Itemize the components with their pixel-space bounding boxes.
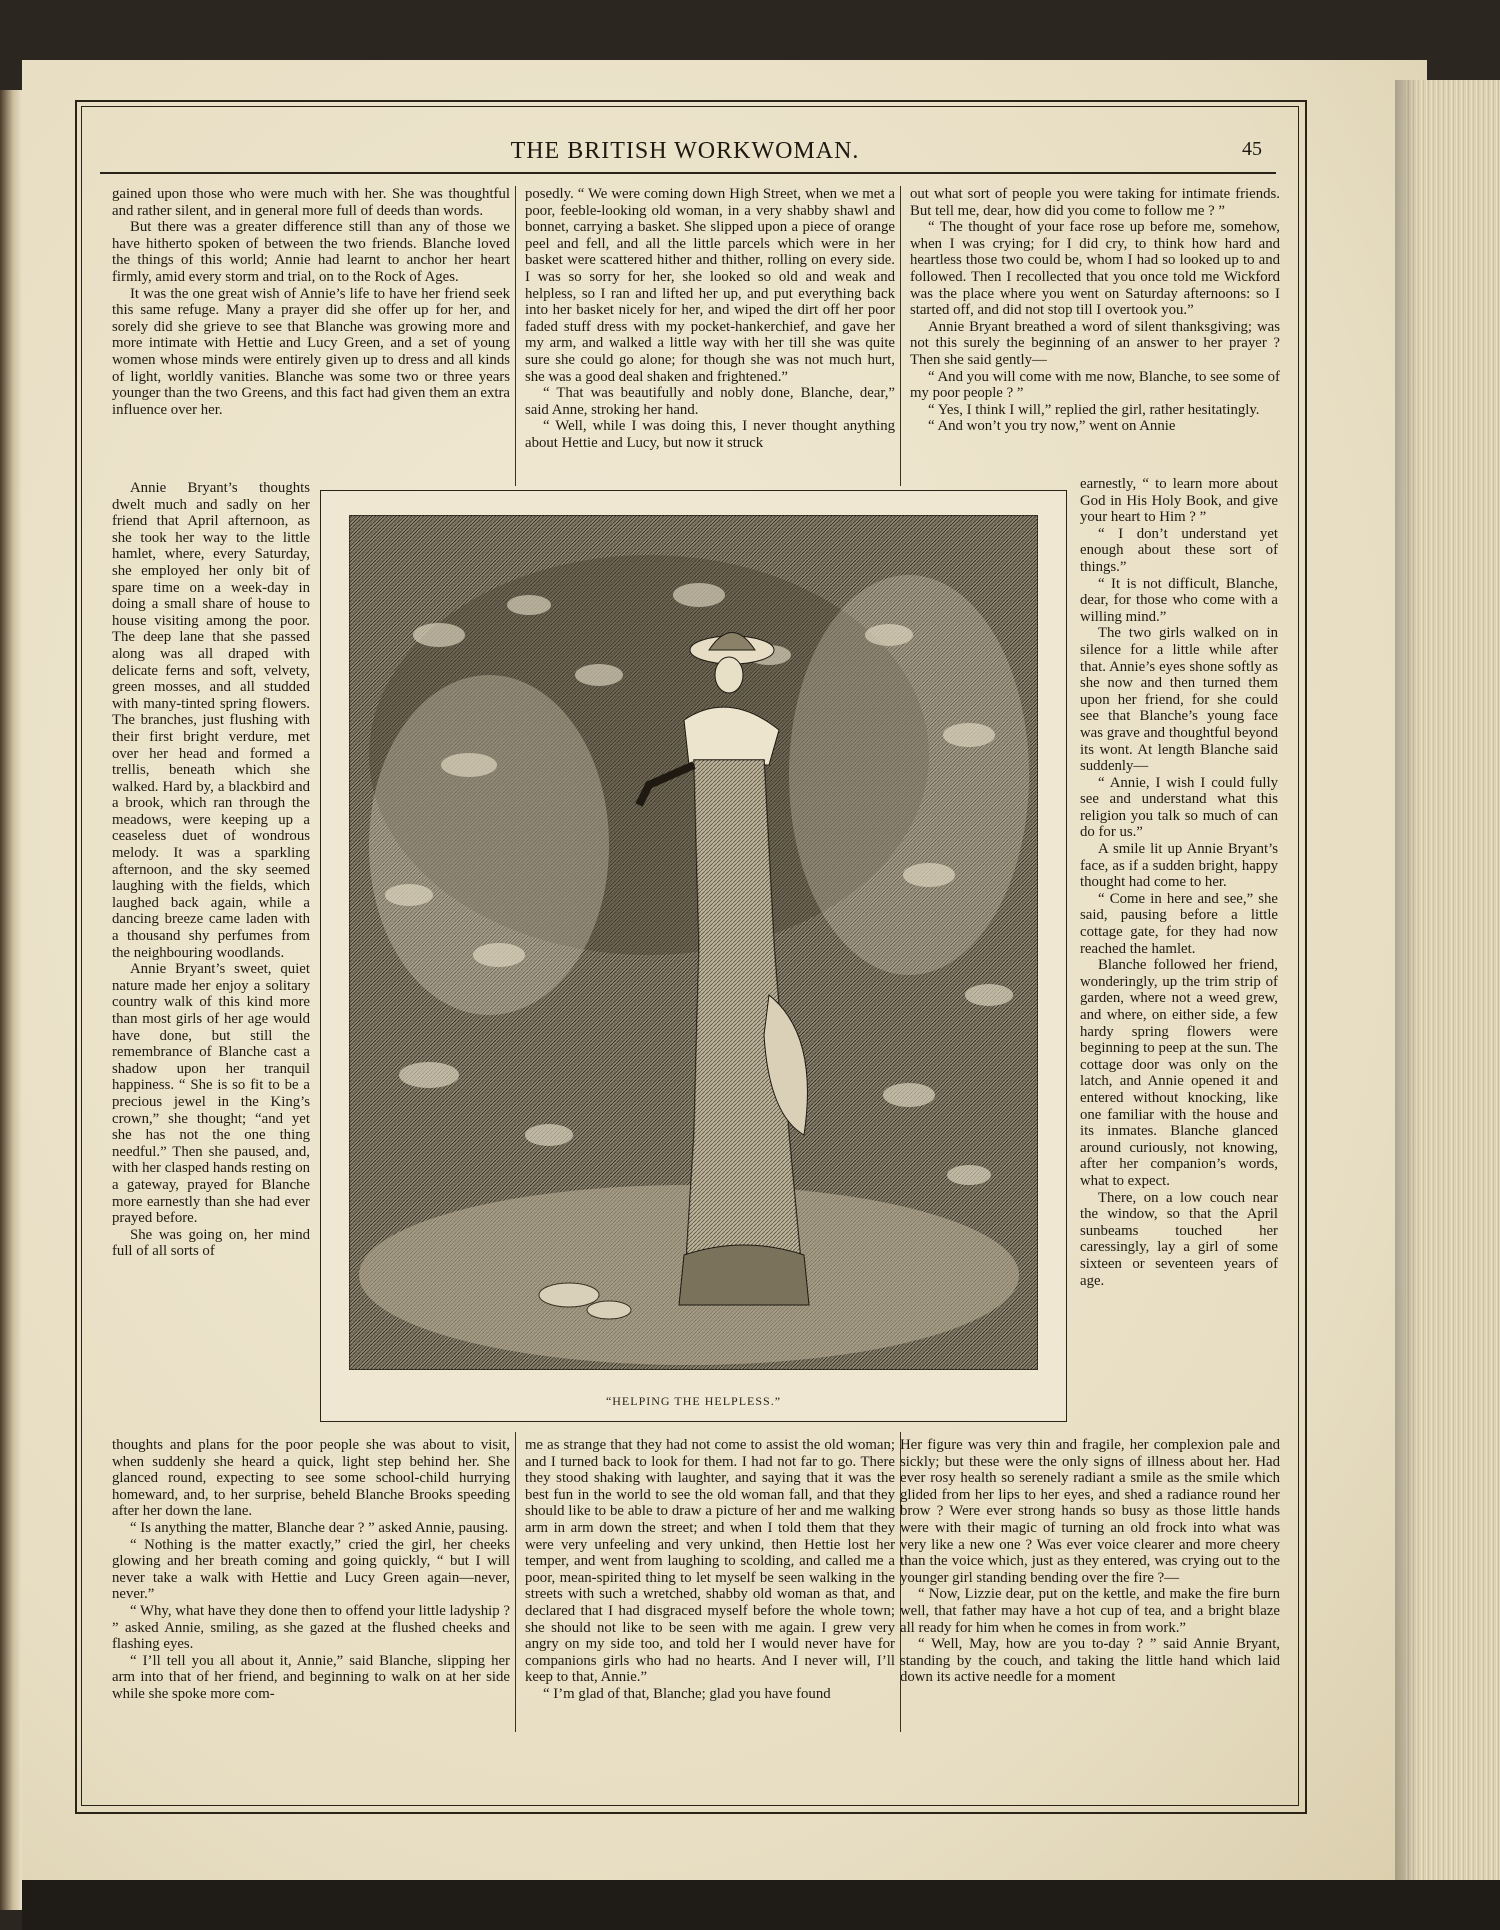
paragraph: Blanche followed her friend, wonderingly, up the trim strip of garden, where not a weed grew, and where, on either side, a few hardy spring flowers were beginning to peep at the sun. The cottage door was only on the latch, and Annie opened it and entered without knocking, like one familiar with the house and its inmates. Blanche glanced around curiously, not knowing, after her companion’s words, what to expect. — [1080, 957, 1278, 1189]
paragraph: “ And you will come with me now, Blanche, to see some of my poor people ? ” — [910, 368, 1280, 402]
page-fore-edge — [1405, 80, 1500, 1920]
paragraph: “ Nothing is the matter exactly,” cried the girl, her cheeks glowing and her breath coming and going quickly, “ but I will never take a walk with Hettie and Lucy Green again—never, never.” — [112, 1536, 510, 1603]
page-number: 45 — [1242, 138, 1262, 160]
paragraph: “ I’ll tell you all about it, Annie,” said Blanche, slipping her arm into that of her friend, and beginning to walk on at her side while she spoke more com- — [112, 1652, 510, 1702]
paragraph: “ Now, Lizzie dear, put on the kettle, and make the fire burn well, that father may have a hot cup of tea, and a bright blaze all ready for him when he comes in from work.” — [900, 1586, 1280, 1636]
column-3-narrow — [1080, 476, 1278, 1289]
paragraph: “ Why, what have they done then to offend your little ladyship ? ” asked Annie, smiling, as she gazed at the flushed cheeks and flashing eyes. — [112, 1602, 510, 1653]
paragraph: posedly. “ We were coming down High Street, when we met a poor, feeble-looking old woman, in a very shabby shawl and bonnet, carrying a basket. She slipped upon a piece of orange peel and fell, and all the little parcels which were in her basket were scattered hither and thither, rolling on every side. I was so sorry for her, she looked so old and weak and helpless, so I ran and lifted her up, and put everything back into her basket nicely for her, and wiped the dirt off her poor faded stuff dress with my pocket-hankerchief, and gave her my arm, and walked a little way with her till she was quite sure she could go alone; for though she was not much hurt, she was a good deal shaken and frightened.” — [525, 186, 895, 385]
column-1-bottom — [112, 1437, 510, 1703]
gutter-shadow — [1395, 80, 1419, 1920]
paragraph: out what sort of people you were taking for intimate friends. But tell me, dear, how did you come to follow me ? ” — [910, 186, 1280, 219]
paragraph: “ Well, while I was doing this, I never thought anything about Hettie and Lucy, but now it struck — [525, 418, 895, 451]
column-3-top — [910, 186, 1280, 435]
paragraph: Annie Bryant’s sweet, quiet nature made her enjoy a solitary country walk of this kind more than most girls of her age would have done, but still the remembrance of Blanche cast a shadow upon her tranquil happiness. “ She is so fit to be a precious jewel in the King’s crown,” she thought; “and yet she has not the one thing needful.” Then she paused, and, with her clasped hands resting on a gateway, prayed for Blanche more earnestly than she had ever prayed before. — [112, 961, 310, 1227]
paragraph: A smile lit up Annie Bryant’s face, as if a sudden bright, happy thought had come to her. — [1080, 841, 1278, 891]
paragraph: It was the one great wish of Annie’s life to have her friend seek this same refuge. Many a prayer did she offer up for her, and sorely did she grieve to see that Blanche was growing more and more intimate with Hettie and Lucy Green, and a set of young women whose minds were entirely given up to dress and all kinds of light, worldly vanities. Blanche was some two or three years younger than the two Greens, and this fact had given them an extra influence over her. — [112, 285, 510, 418]
paragraph: Annie Bryant’s thoughts dwelt much and sadly on her friend that April afternoon, as she took her way to the little hamlet, where, every Saturday, she employed her only bit of spare time on a week-day in doing a small share of house to house visiting among the poor. The deep lane that she passed along was all draped with delicate ferns and soft, velvety, green mosses, and all studded with many-tinted spring flowers. The branches, just flushing with their first bright verdure, met over her head and formed a trellis, beneath which she walked. Hard by, a blackbird and a brook, which ran through the meadows, were keeping up a ceaseless duet of wondrous melody. It was a sparkling afternoon, and the sky seemed laughing with the fields, which laughed back again, while a dancing breeze came laden with a thousand shy perfumes from the neighbouring woodlands. — [112, 480, 310, 961]
column-divider — [515, 186, 516, 486]
paragraph: Her figure was very thin and fragile, her complexion pale and sickly; but these were the only signs of illness about her. Had ever rosy health so serenely radiant a smile as the smile which glided from her lips to her eyes, and shed a radiance round her brow ? Were ever strong hands so busy as those little hands were with their magic of turning an old frock into what was very like a new one ? Was ever voice clearer and more cheery than the voice which, just as they entered, was crying out to the younger girl standing bending over the fire ?— — [900, 1437, 1280, 1586]
column-2-bottom — [525, 1437, 895, 1703]
paragraph: Annie Bryant breathed a word of silent thanksgiving; was not this surely the beginning of an answer to her prayer ? Then she said gently— — [910, 318, 1280, 368]
paragraph: “ Well, May, how are you to-day ? ” said Annie Bryant, standing by the couch, and taking the little hand which laid down its active needle for a moment — [900, 1636, 1280, 1686]
paragraph: thoughts and plans for the poor people she was about to visit, when suddenly she heard a quick, light step behind her. She glanced round, expecting to see some school-child hurrying homeward, and, to her surprise, beheld Blanche Brooks speeding after her down the lane. — [112, 1437, 510, 1520]
paragraph: But there was a greater difference still than any of those we have hitherto spoken of between the two friends. Blanche loved the things of this world; Annie had learnt to anchor her heart firmly, amid every storm and trial, on to the Rock of Ages. — [112, 219, 510, 285]
paragraph: “ And won’t you try now,” went on Annie — [928, 418, 1176, 435]
paragraph: The two girls walked on in silence for a little while after that. Annie’s eyes shone softly as she now and then turned them upon her friend, for she could see that Blanche’s young face was grave and thoughtful beyond its wont. At length Blanche said suddenly— — [1080, 625, 1278, 775]
column-divider — [900, 186, 901, 486]
header-rule — [100, 172, 1276, 174]
woman-in-garden-engraving — [349, 515, 1038, 1370]
paragraph: “ I don’t understand yet enough about these sort of things.” — [1080, 525, 1278, 575]
paragraph: gained upon those who were much with her. She was thoughtful and rather silent, and in general more full of deeds than words. — [112, 186, 510, 219]
paragraph: There, on a low couch near the window, so that the April sunbeams touched her caressingly, lay a girl of some sixteen or seventeen years of age. — [1080, 1189, 1278, 1289]
column-divider — [515, 1432, 516, 1732]
paragraph: “ Yes, I think I will,” replied the girl, rather hesitatingly. — [928, 401, 1260, 418]
paragraph: earnestly, “ to learn more about God in His Holy Book, and give your heart to Him ? ” — [1080, 476, 1278, 526]
paragraph: “ It is not difficult, Blanche, dear, for those who come with a willing mind.” — [1080, 575, 1278, 625]
left-page-edge — [0, 90, 22, 1910]
column-2-top — [525, 186, 895, 452]
paragraph: “ Is anything the matter, Blanche dear ? ” asked Annie, pausing. — [130, 1519, 509, 1536]
paragraph: “ Come in here and see,” she said, pausing before a little cottage gate, for they had now reached the hamlet. — [1080, 890, 1278, 957]
table-surface — [22, 1880, 1500, 1930]
engraving-illustration — [320, 490, 1067, 1422]
paragraph: “ Annie, I wish I could fully see and understand what this religion you talk so much of can do for us.” — [1080, 774, 1278, 841]
paragraph: “ The thought of your face rose up before me, somehow, when I was crying; for I did cry, to think how hard and heartless those two could be, whom I had so looked up to and followed. Then I recollected that you once told me Wickford was the place where you went on Saturday afternoons: so I started off, and did not stop till I overtook you.” — [910, 219, 1280, 319]
column-3-bottom — [900, 1437, 1280, 1686]
illustration-caption: “HELPING THE HELPLESS.” — [605, 1394, 782, 1408]
paragraph: “ I’m glad of that, Blanche; glad you have found — [543, 1685, 831, 1702]
column-1-narrow — [112, 480, 310, 1260]
paragraph: me as strange that they had not come to assist the old woman; and I turned back to look for them. I had not far to go. There they stood shaking with laughter, and saying that it was the best fun in the world to see the old woman fall, and that they should like to be able to draw a picture of her and me walking arm in arm down the street; and when I told them that they were very unfeeling and very unkind, then Hettie lost her temper, and went from laughing to scolding, and called me a poor, mean-spirited thing to let myself be seen walking in the streets with such a wretched, shabby old woman as that, and declared that I had disgraced myself before the whole town; she should not like to be seen with me again. I grew very angry on my side too, and told her I would never have for companions girls who had no hearts. And I never will, I’ll keep to that, Annie.” — [525, 1437, 895, 1686]
paragraph: She was going on, her mind full of all sorts of — [112, 1226, 310, 1260]
paragraph: “ That was beautifully and nobly done, Blanche, dear,” said Anne, stroking her hand. — [525, 385, 895, 418]
column-1-top — [112, 186, 510, 418]
running-header — [100, 138, 1270, 172]
publication-title: THE BRITISH WORKWOMAN. — [510, 138, 860, 164]
